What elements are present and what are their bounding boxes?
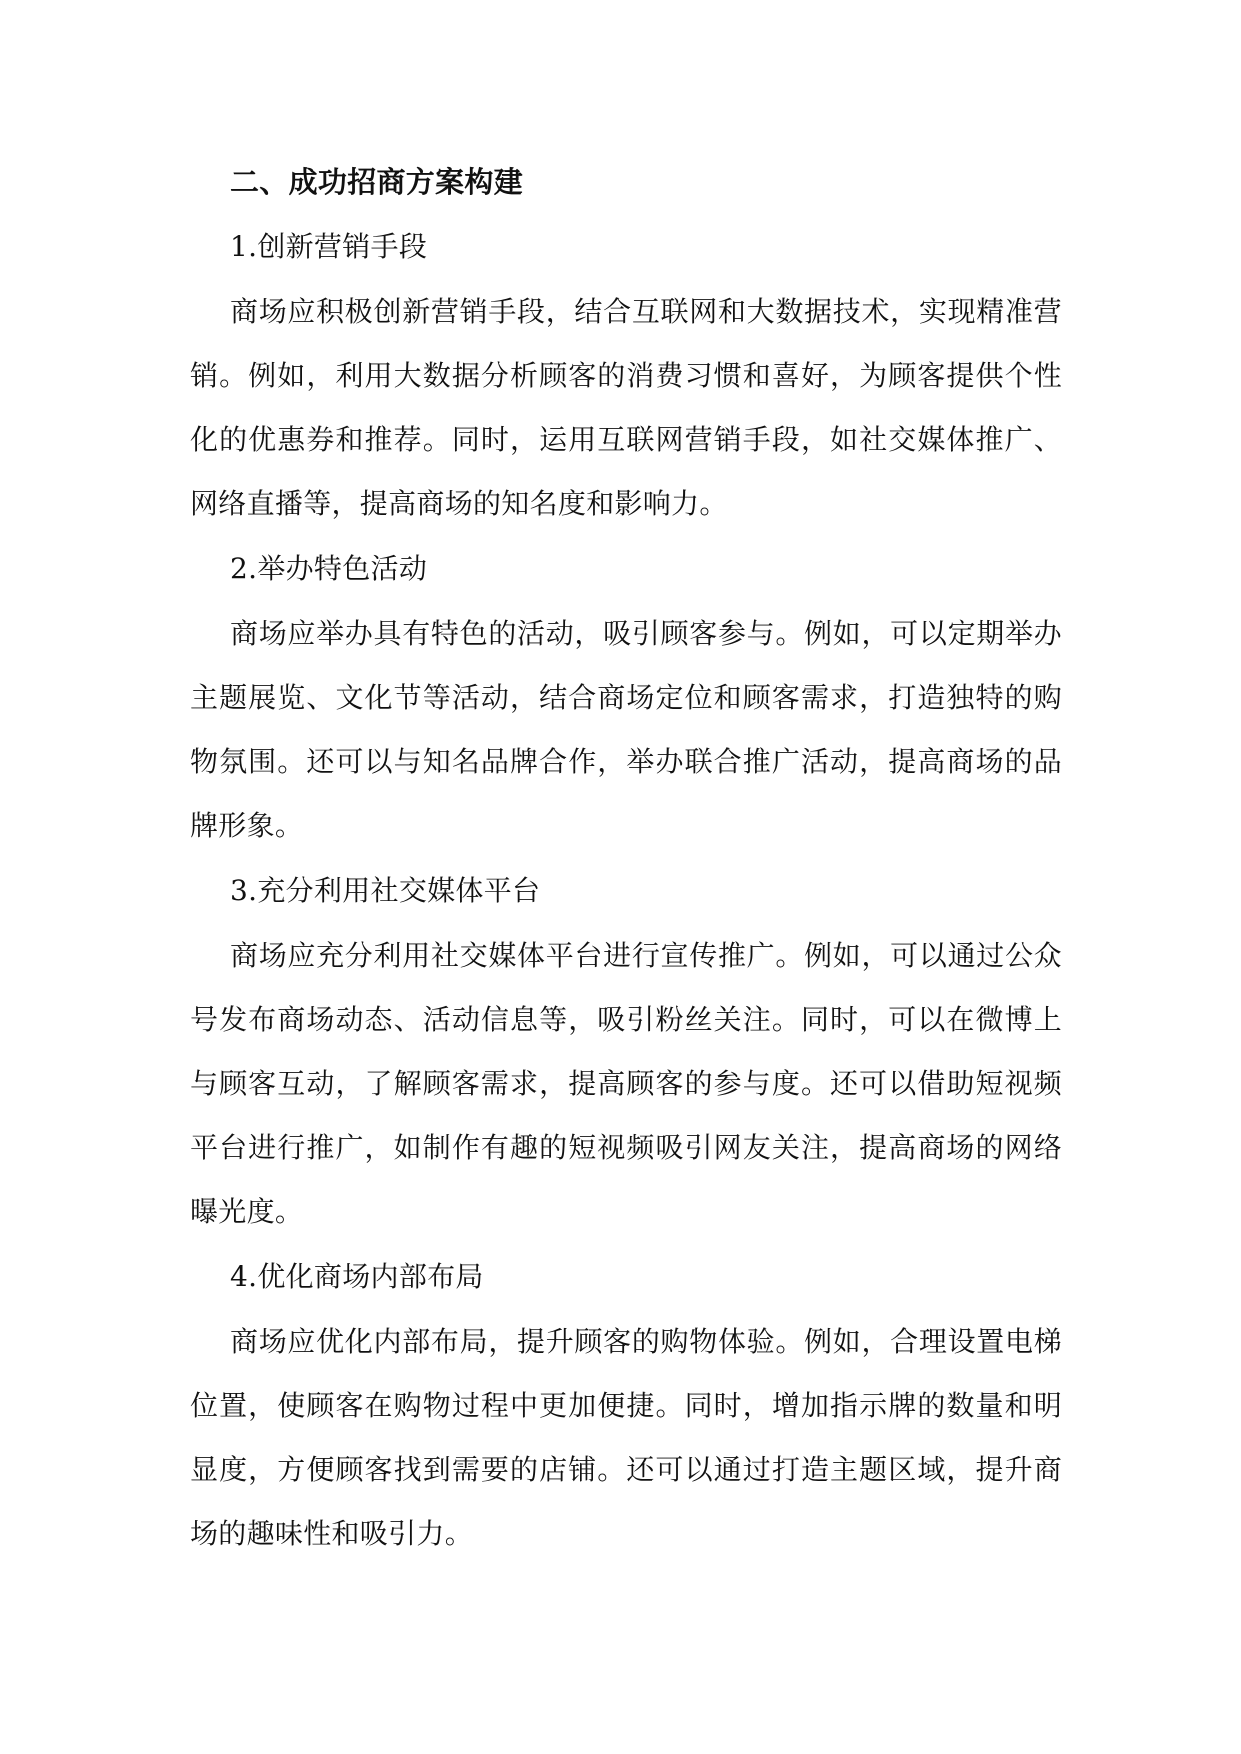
subsection-title-4: 4.优化商场内部布局 — [230, 1260, 484, 1293]
subsection-title-2: 2.举办特色活动 — [230, 552, 428, 585]
subsection-title-1: 1.创新营销手段 — [230, 230, 428, 263]
section-heading: 二、成功招商方案构建 — [230, 165, 524, 199]
paragraph-2: 商场应举办具有特色的活动，吸引顾客参与。例如，可以定期举办主题展览、文化节等活动，结合商场定位和顾客需求，打造独特的购物氛围。还可以与知名品牌合作，举办联合推广活动，提高商场的品牌形象。 — [190, 617, 1062, 842]
paragraph-4: 商场应优化内部布局，提升顾客的购物体验。例如，合理设置电梯位置，使顾客在购物过程中更加便捷。同时，增加指示牌的数量和明显度，方便顾客找到需要的店铺。还可以通过打造主题区域，提升商场的趣味性和吸引力。 — [190, 1325, 1062, 1550]
subsection-title-3: 3.充分利用社交媒体平台 — [230, 874, 541, 907]
paragraph-1: 商场应积极创新营销手段，结合互联网和大数据技术，实现精准营销。例如，利用大数据分析顾客的消费习惯和喜好，为顾客提供个性化的优惠券和推荐。同时，运用互联网营销手段，如社交媒体推广、网络直播等，提高商场的知名度和影响力。 — [190, 295, 1062, 520]
paragraph-3: 商场应充分利用社交媒体平台进行宣传推广。例如，可以通过公众号发布商场动态、活动信息等，吸引粉丝关注。同时，可以在微博上与顾客互动，了解顾客需求，提高顾客的参与度。还可以借助短视频平台进行推广，如制作有趣的短视频吸引网友关注，提高商场的网络曝光度。 — [190, 939, 1062, 1228]
document-content — [190, 150, 1062, 1566]
